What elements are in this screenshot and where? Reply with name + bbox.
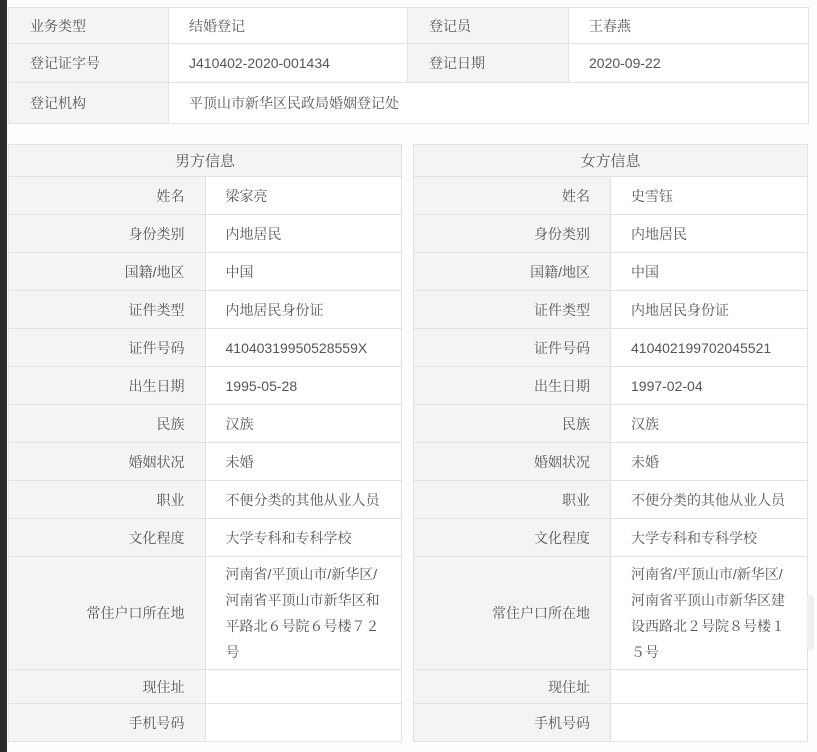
field-value-identity-category: 内地居民 (205, 215, 402, 253)
table-row (9, 329, 402, 367)
field-label-nationality: 国籍/地区 (9, 253, 206, 291)
field-value-registration-agency: 平顶山市新华区民政局婚姻登记处 (169, 83, 809, 124)
table-row (414, 177, 808, 215)
table-row (9, 215, 402, 253)
field-value-marital-status: 未婚 (205, 443, 402, 481)
field-label-occupation: 职业 (9, 481, 206, 519)
table-row (9, 44, 809, 83)
field-label-mobile-number: 手机号码 (9, 704, 206, 742)
female-info-table (413, 144, 808, 742)
table-header-row (9, 145, 402, 177)
table-row (414, 557, 808, 670)
field-value-id-type: 内地居民身份证 (611, 291, 808, 329)
field-value-business-type: 结婚登记 (169, 8, 408, 44)
field-value-name: 梁家亮 (205, 177, 402, 215)
field-label-certificate-number: 登记证字号 (9, 44, 169, 83)
field-value-current-address (611, 670, 808, 704)
field-label-registration-date: 登记日期 (408, 44, 569, 83)
field-label-registration-agency: 登记机构 (9, 83, 169, 124)
scrollbar-thumb[interactable] (807, 595, 814, 650)
table-row (414, 481, 808, 519)
field-value-education: 大学专科和专科学校 (205, 519, 402, 557)
table-row (414, 670, 808, 704)
field-label-mobile-number: 手机号码 (414, 704, 611, 742)
field-value-birth-date: 1997-02-04 (611, 367, 808, 405)
window-left-edge (0, 0, 7, 752)
table-row (9, 557, 402, 670)
table-row (9, 367, 402, 405)
field-label-ethnicity: 民族 (414, 405, 611, 443)
field-label-current-address: 现住址 (9, 670, 206, 704)
field-label-registrar: 登记员 (408, 8, 569, 44)
field-label-id-number: 证件号码 (414, 329, 611, 367)
table-row (414, 704, 808, 742)
table-row (414, 519, 808, 557)
field-label-ethnicity: 民族 (9, 405, 206, 443)
field-label-id-type: 证件类型 (9, 291, 206, 329)
field-label-birth-date: 出生日期 (9, 367, 206, 405)
field-value-id-number: 41040319950528559X (205, 329, 402, 367)
field-label-business-type: 业务类型 (9, 8, 169, 44)
table-row (9, 177, 402, 215)
table-row (9, 519, 402, 557)
field-value-household-address: 河南省/平顶山市/新华区/河南省平顶山市新华区和平路北６号院６号楼７２号 (205, 557, 402, 670)
field-label-household-address: 常住户口所在地 (9, 557, 206, 670)
table-row (9, 8, 809, 44)
table-row (9, 253, 402, 291)
table-row (9, 481, 402, 519)
table-row (9, 443, 402, 481)
female-info-title: 女方信息 (414, 145, 808, 177)
field-label-marital-status: 婚姻状况 (9, 443, 206, 481)
field-label-current-address: 现住址 (414, 670, 611, 704)
table-row (414, 215, 808, 253)
field-value-education: 大学专科和专科学校 (611, 519, 808, 557)
field-label-education: 文化程度 (414, 519, 611, 557)
field-value-registration-date: 2020-09-22 (569, 44, 809, 83)
field-label-nationality: 国籍/地区 (414, 253, 611, 291)
field-label-id-number: 证件号码 (9, 329, 206, 367)
field-value-marital-status: 未婚 (611, 443, 808, 481)
table-row (414, 253, 808, 291)
table-row (9, 291, 402, 329)
table-row (9, 704, 402, 742)
table-row (414, 291, 808, 329)
field-value-household-address: 河南省/平顶山市/新华区/河南省平顶山市新华区建设西路北２号院８号楼１５号 (611, 557, 808, 670)
field-label-name: 姓名 (414, 177, 611, 215)
table-header-row (414, 145, 808, 177)
field-value-id-type: 内地居民身份证 (205, 291, 402, 329)
field-value-nationality: 中国 (611, 253, 808, 291)
field-label-birth-date: 出生日期 (414, 367, 611, 405)
field-value-certificate-number: J410402-2020-001434 (169, 44, 408, 83)
male-info-title: 男方信息 (9, 145, 402, 177)
field-value-name: 史雪钰 (611, 177, 808, 215)
field-label-id-type: 证件类型 (414, 291, 611, 329)
table-row (9, 83, 809, 124)
field-value-mobile-number (611, 704, 808, 742)
table-row (9, 670, 402, 704)
field-label-occupation: 职业 (414, 481, 611, 519)
field-label-identity-category: 身份类别 (9, 215, 206, 253)
field-value-ethnicity: 汉族 (611, 405, 808, 443)
field-value-id-number: 410402199702045521 (611, 329, 808, 367)
field-value-registrar: 王春燕 (569, 8, 809, 44)
table-row (9, 405, 402, 443)
field-label-household-address: 常住户口所在地 (414, 557, 611, 670)
registration-summary-table (8, 7, 809, 124)
field-value-current-address (205, 670, 402, 704)
field-value-birth-date: 1995-05-28 (205, 367, 402, 405)
field-value-mobile-number (205, 704, 402, 742)
field-label-name: 姓名 (9, 177, 206, 215)
male-info-table (8, 144, 402, 742)
field-label-education: 文化程度 (9, 519, 206, 557)
table-row (414, 443, 808, 481)
table-row (414, 405, 808, 443)
field-label-identity-category: 身份类别 (414, 215, 611, 253)
field-value-occupation: 不便分类的其他从业人员 (205, 481, 402, 519)
field-label-marital-status: 婚姻状况 (414, 443, 611, 481)
table-row (414, 329, 808, 367)
table-row (414, 367, 808, 405)
field-value-ethnicity: 汉族 (205, 405, 402, 443)
field-value-nationality: 中国 (205, 253, 402, 291)
field-value-occupation: 不便分类的其他从业人员 (611, 481, 808, 519)
field-value-identity-category: 内地居民 (611, 215, 808, 253)
